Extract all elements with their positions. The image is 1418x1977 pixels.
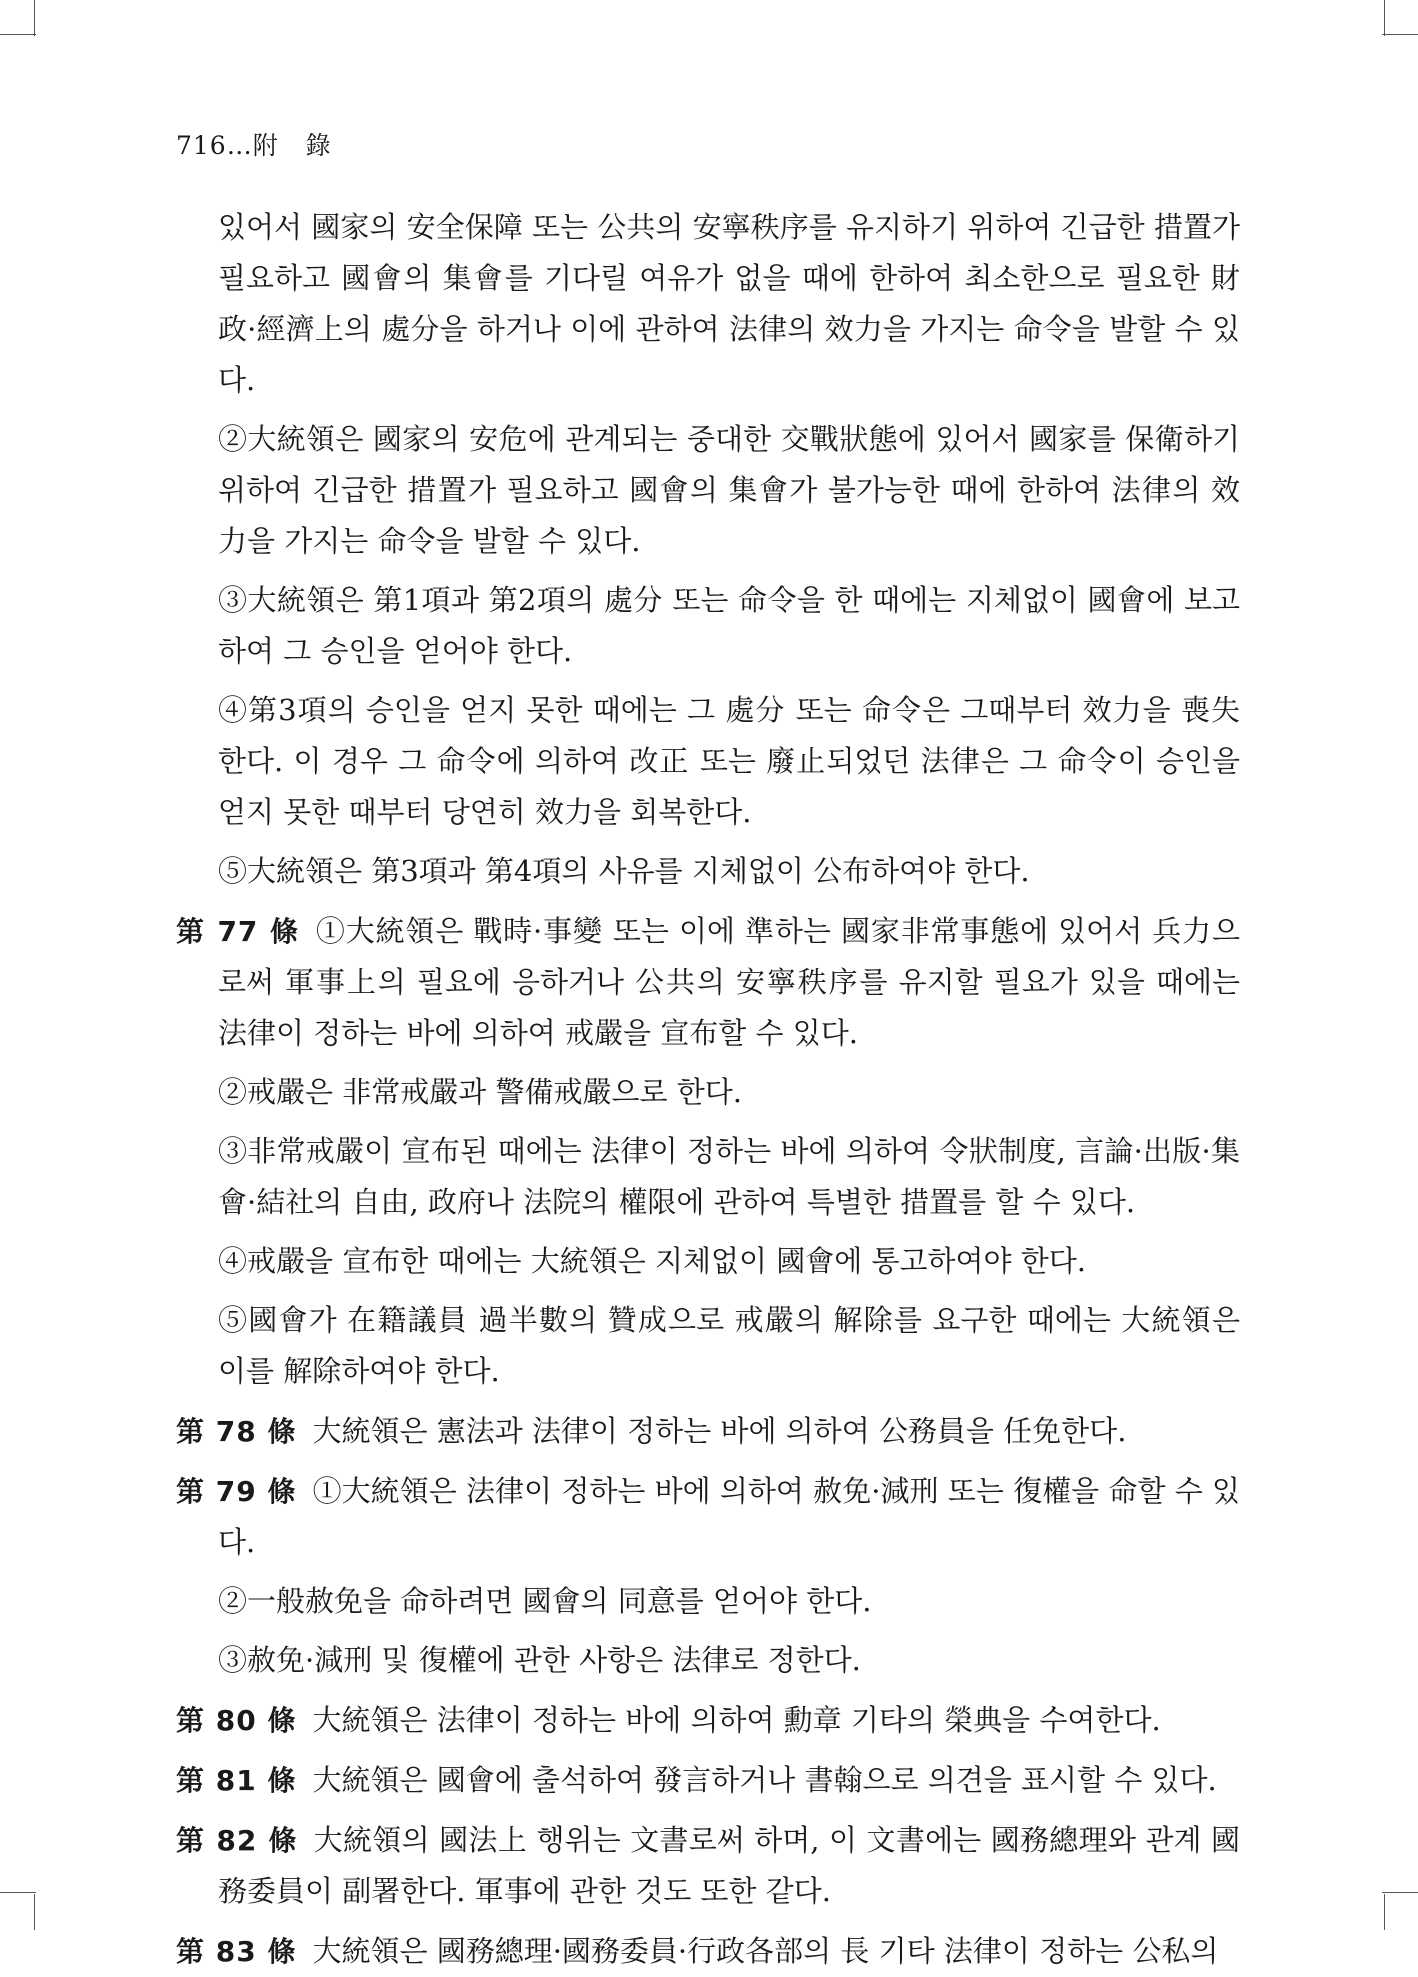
clause-paragraph: ④第3項의 승인을 얻지 못한 때에는 그 處分 또는 命令은 그때부터 效力을 喪失한다. 이 경우 그 命令에 의하여 改正 또는 廢止되었던 法律은 그 命令이 승인을 얻지 못한 때부터 당연히 效力을 회복한다. <box>218 693 1240 829</box>
article-text: 大統領은 國務總理·國務委員·行政各部의 長 기타 法律이 정하는 公私의 <box>312 1934 1219 1968</box>
crop-mark <box>34 0 35 36</box>
article-label: 第 81 條 <box>176 1764 297 1797</box>
section-title: 附 錄 <box>252 131 341 160</box>
paragraph-continuation: 있어서 國家의 安全保障 또는 公共의 安寧秩序를 유지하기 위하여 긴급한 措置가 필요하고 國會의 集會를 기다릴 여유가 없을 때에 한하여 최소한으로 필요한 財政·經濟上의 處分을 하거나 이에 관하여 法律의 效力을 가지는 命令을 발할 수 있다. <box>218 210 1240 397</box>
article-78 <box>176 1406 1240 1457</box>
crop-mark <box>1382 1892 1418 1893</box>
running-head <box>176 126 341 162</box>
article-label: 第 82 條 <box>176 1824 298 1857</box>
article-text: ①大統領은 戰時·事變 또는 이에 準하는 國家非常事態에 있어서 兵力으로써 軍事上의 필요에 응하거나 公共의 安寧秩序를 유지할 필요가 있을 때에는 法律이 정하는 바에 의하여 戒嚴을 宣布할 수 있다. <box>218 914 1240 1050</box>
clause-paragraph: ④戒嚴을 宣布한 때에는 大統領은 지체없이 國會에 통고하여야 한다. <box>218 1244 1086 1278</box>
article-label: 第 80 條 <box>176 1704 297 1737</box>
clause-paragraph: ⑤國會가 在籍議員 過半數의 贊成으로 戒嚴의 解除를 요구한 때에는 大統領은 이를 解除하여야 한다. <box>218 1303 1240 1388</box>
crop-mark <box>0 34 36 35</box>
article-text: 大統領은 國會에 출석하여 發言하거나 書翰으로 의견을 표시할 수 있다. <box>312 1763 1217 1797</box>
clause-paragraph: ③非常戒嚴이 宣布된 때에는 法律이 정하는 바에 의하여 令狀制度, 言論·出版·集會·結社의 自由, 政府나 法院의 權限에 관하여 특별한 措置를 할 수 있다. <box>218 1134 1240 1219</box>
clause-paragraph: ⑤大統領은 第3項과 第4項의 사유를 지체없이 公布하여야 한다. <box>218 854 1030 888</box>
article-83 <box>176 1926 1240 1977</box>
article-label: 第 79 條 <box>176 1475 297 1508</box>
clause-paragraph: ③赦免·減刑 및 復權에 관한 사항은 法律로 정한다. <box>218 1643 861 1677</box>
running-head-separator: … <box>226 131 253 160</box>
crop-mark <box>1384 0 1385 36</box>
article-81 <box>176 1755 1240 1806</box>
article-80 <box>176 1695 1240 1746</box>
crop-mark <box>1382 34 1418 35</box>
article-text: 大統領의 國法上 행위는 文書로써 하며, 이 文書에는 國務總理와 관계 國務委員이 副署한다. 軍事에 관한 것도 또한 같다. <box>218 1823 1240 1908</box>
clause-paragraph: ③大統領은 第1項과 第2項의 處分 또는 命令을 한 때에는 지체없이 國會에 보고하여 그 승인을 얻어야 한다. <box>218 583 1240 668</box>
article-text: 大統領은 憲法과 法律이 정하는 바에 의하여 公務員을 任免한다. <box>312 1414 1127 1448</box>
article-77 <box>176 906 1240 1059</box>
document-body <box>176 202 1240 1977</box>
article-79 <box>176 1466 1240 1568</box>
crop-mark <box>0 1892 36 1893</box>
article-82 <box>176 1815 1240 1917</box>
crop-mark <box>34 1894 35 1930</box>
article-text: ①大統領은 法律이 정하는 바에 의하여 赦免·減刑 또는 復權을 命할 수 있다. <box>218 1474 1240 1559</box>
crop-mark <box>1384 1894 1385 1930</box>
article-text: 大統領은 法律이 정하는 바에 의하여 勳章 기타의 榮典을 수여한다. <box>312 1703 1161 1737</box>
article-label: 第 77 條 <box>176 915 300 948</box>
clause-paragraph: ②戒嚴은 非常戒嚴과 警備戒嚴으로 한다. <box>218 1075 742 1109</box>
clause-paragraph: ②大統領은 國家의 安危에 관계되는 중대한 交戰狀態에 있어서 國家를 保衛하기 위하여 긴급한 措置가 필요하고 國會의 集會가 불가능한 때에 한하여 法律의 效力을 가지는 命令을 발할 수 있다. <box>218 422 1240 558</box>
article-label: 第 78 條 <box>176 1415 297 1448</box>
page-number: 716 <box>176 131 227 160</box>
clause-paragraph: ②一般赦免을 命하려면 國會의 同意를 얻어야 한다. <box>218 1584 872 1618</box>
article-label: 第 83 條 <box>176 1935 297 1968</box>
